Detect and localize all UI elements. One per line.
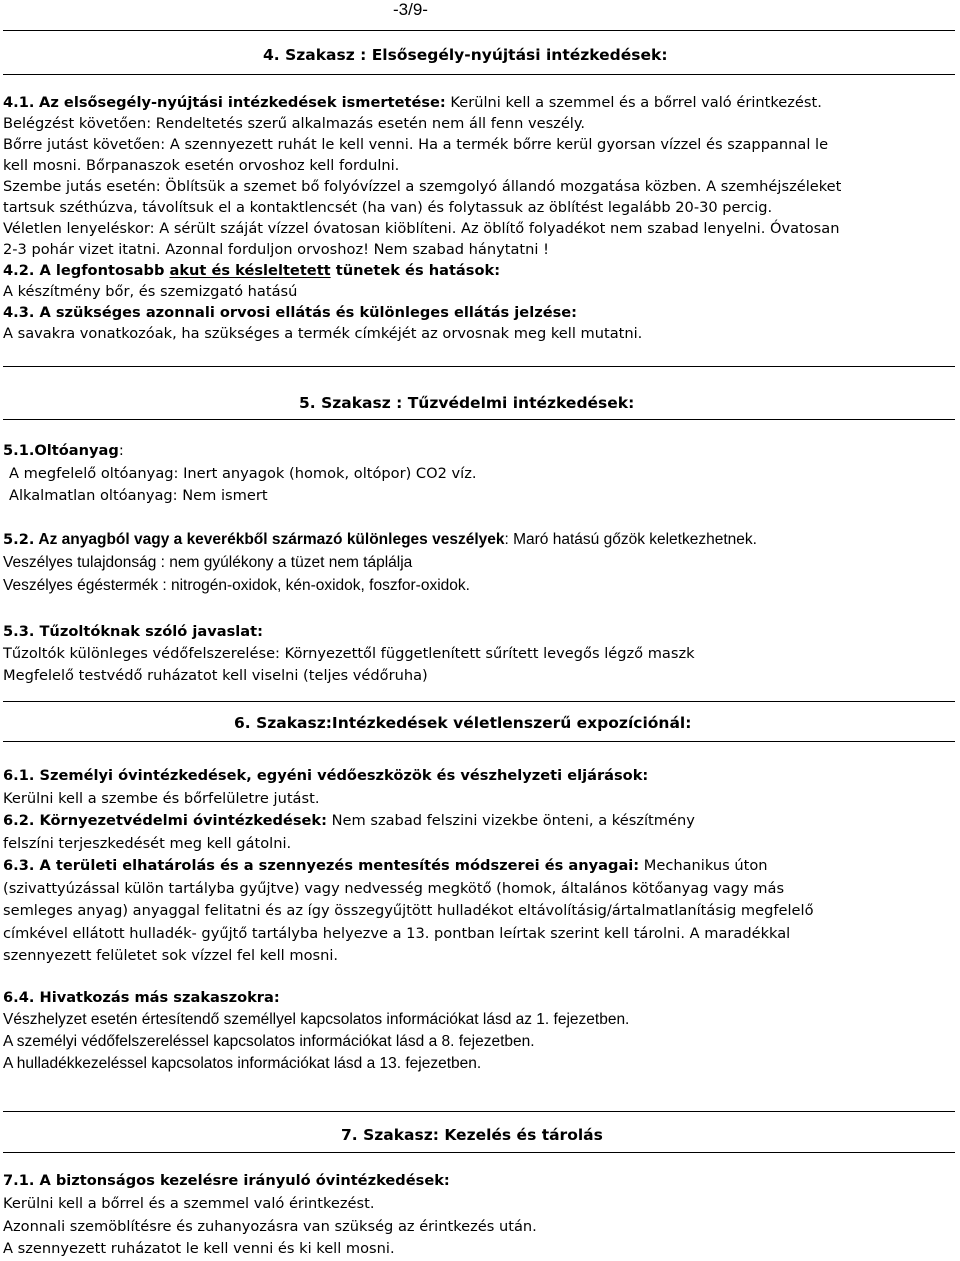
p43-text: A savakra vonatkozóak, ha szükséges a termék címkéjét az orvosnak meg kell mutatni. [3,325,643,342]
section-5-title: 5. Szakasz : Tűzvédelmi intézkedések: [299,394,635,412]
p62-line-1 [3,810,955,833]
p51-colon: : [118,442,124,459]
p71-line-1: Kerülni kell a bőrrel és a szemmel való érintkezést. [3,1195,375,1212]
p64-line-2: A személyi védőfelszereléssel kapcsolatos információkat lásd a 8. fejezetben. [3,1033,535,1050]
section-6-body-a [3,765,955,968]
p53-heading: 5.3. Tűzoltóknak szóló javaslat: [3,623,263,640]
p64-heading: 6.4. Hivatkozás más szakaszokra: [3,989,280,1006]
p42-heading-underlined: akut és késleltetett [169,262,331,279]
section-4-top-rule [3,30,955,31]
skin-contact-text: A szennyezett ruhát le kell venni. Ha a termék bőrre kerül gyorsan vízzel és szappannal le [165,136,829,153]
p41-heading: Az elsősegély-nyújtási intézkedések ismertetése: [39,94,446,111]
p63-line-1 [3,855,955,878]
p52-heading-line [3,531,757,549]
p51-heading: 5.1.Oltóanyag [3,442,119,459]
p41-line-4: kell mosni. Bőrpanaszok esetén orvoshoz kell fordulni. [3,157,400,174]
p42-heading: 4.2. A legfontosabb akut és késleltetett tünetek és hatások: [3,262,501,279]
p71-heading: 7.1. A biztonságos kezelésre irányuló óvintézkedések: [3,1172,450,1189]
section-7-title: 7. Szakasz: Kezelés és tárolás [341,1126,603,1144]
p63-text: Mechanikus úton [639,857,768,874]
p41-line-8: 2-3 pohár vizet itatni. Azonnal forduljon orvoshoz! Nem szabad hánytatni ! [3,241,549,258]
p42-text: A készítmény bőr, és szemizgató hatású [3,283,298,300]
section-6-top-rule [3,701,955,702]
p53-line-2: Megfelelő testvédő ruházatot kell viselni (teljes védőruha) [3,667,428,684]
p41-line-6: tartsuk széthúzva, távolítsuk el a kontaktlencsét (ha van) és folytassuk az öblítést legalább 20-30 percig. [3,199,773,216]
p51-line-1: A megfelelő oltóanyag: Inert anyagok (homok, oltópor) CO2 víz. [9,465,477,482]
p63-line-2: (szivattyúzással külön tartályba gyűjtve) vagy nedvesség megkötő (homok, általános kötőanyag vagy más [3,879,785,897]
p51-heading-line [3,442,124,459]
p52-line-2: Veszélyes tulajdonság : nem gyúlékony a tüzet nem táplálja [3,554,413,571]
section-4-bottom-rule [3,74,955,75]
p63-line-4: címkével ellátott hulladék- gyűjtő tartályba helyezve a 13. pontban leírtak szerint kell tárolni. A maradékkal [3,924,791,942]
section-7-top-rule [3,1111,955,1112]
section-4-body [3,92,955,344]
p63-line-5: szennyezett felületet sok vízzel fel kell mosni. [3,947,339,964]
section-5-bottom-rule [3,419,955,420]
p61-heading: 6.1. Személyi óvintézkedések, egyéni védőeszközök és vészhelyzeti eljárások: [3,767,649,784]
section-6-bottom-rule [3,741,955,742]
p62-line-2: felszíni terjeszkedését meg kell gátolni. [3,834,292,852]
p41-line-7: Véletlen lenyeléskor: A sérült száját vízzel óvatosan kiöblíteni. Az öblítő folyadékot nem szabad lenyelni. Óvatosan [3,220,840,237]
p64-line-1: Vészhelyzet esetén értesítendő személlyel kapcsolatos információkat lásd az 1. fejezetben. [3,1011,630,1028]
p52-line-3: Veszélyes égéstermék : nitrogén-oxidok, kén-oxidok, foszfor-oxidok. [3,577,470,594]
section-6-title: 6. Szakasz:Intézkedések véletlenszerű expozíciónál: [234,714,692,732]
skin-contact-label: Bőrre jutást követően: [3,136,166,153]
p71-line-3: A szennyezett ruházatot le kell venni és ki kell mosni. [3,1240,395,1257]
p62-heading: 6.2. Környezetvédelmi óvintézkedések: [3,812,327,829]
p52-heading: Az anyagból vagy a keverékből származó különleges veszélyek [38,531,505,548]
p43-heading: 4.3. A szükséges azonnali orvosi ellátás és különleges ellátás jelzése: [3,304,578,321]
p52-number: 5.2. [3,531,35,548]
section-7-bottom-rule [3,1152,955,1153]
page-number: -3/9- [393,0,428,19]
p41-text: Kerülni kell a szemmel és a bőrrel való érintkezést. [445,94,822,111]
p53-line-1: Tűzoltók különleges védőfelszerelése: Környezettől függetlenített sűrített levegős légző maszk [3,645,695,662]
p51-line-2: Alkalmatlan oltóanyag: Nem ismert [9,487,268,504]
section-5-top-rule [3,366,955,367]
p41-line-1 [3,92,955,113]
p41-line-3 [3,134,955,155]
p62-text: Nem szabad felszini vizekbe önteni, a készítmény [326,812,695,829]
p41-number: 4.1. [3,94,35,111]
p63-line-3: semleges anyag) anyaggal felitatni és az így összegyűjtött hulladékot eltávolításig/ártalmatlanításig megfelelő [3,902,814,919]
p41-line-5: Szembe jutás esetén: Öblítsük a szemet bő folyóvízzel a szemgolyó állandó mozgatása közben. A szemhéjszéleket [3,178,842,195]
section-4-title: 4. Szakasz : Elsősegély-nyújtási intézkedések: [263,46,668,64]
p63-heading: 6.3. A területi elhatárolás és a szennyezés mentesítés módszerei és anyagai: [3,857,640,874]
p41-line-2: Belégzést követően: Rendeltetés szerű alkalmazás esetén nem áll fenn veszély. [3,115,586,132]
p52-text: : Maró hatású gőzök keletkezhetnek. [504,531,757,548]
p61-text: Kerülni kell a szembe és bőrfelületre jutást. [3,789,320,807]
p71-line-2: Azonnali szemöblítésre és zuhanyozásra van szükség az érintkezés után. [3,1218,537,1235]
p64-line-3: A hulladékkezeléssel kapcsolatos információkat lásd a 13. fejezetben. [3,1055,482,1072]
